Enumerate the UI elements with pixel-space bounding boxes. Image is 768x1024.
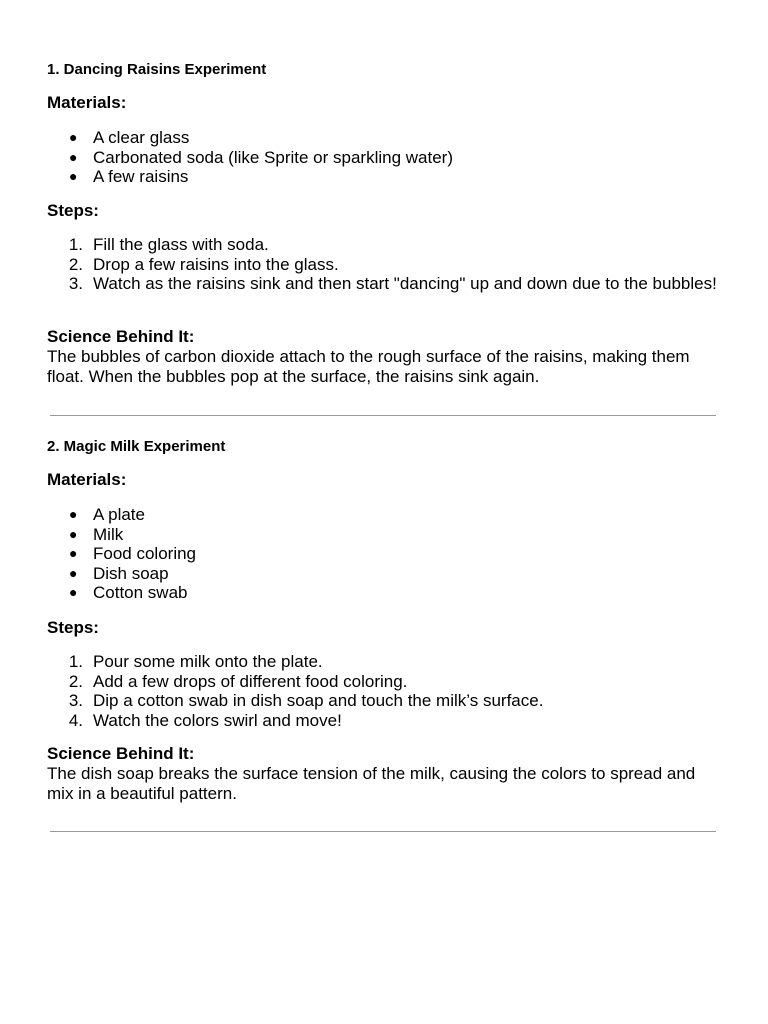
- bullet-icon: ●: [69, 545, 78, 562]
- section-divider: [50, 831, 716, 832]
- list-item: ● Food coloring: [69, 544, 197, 564]
- list-item: 2. Add a few drops of different food coloring.: [68, 671, 408, 691]
- bullet-icon: ●: [69, 584, 78, 601]
- bullet-icon: ●: [69, 168, 78, 185]
- steps-heading: Steps:: [47, 201, 99, 220]
- experiment-title: 2. Magic Milk Experiment: [47, 438, 226, 455]
- steps-list: [47, 235, 719, 294]
- science-text: The dish soap breaks the surface tension of the milk, causing the colors to spread and mix in a beautiful pattern.: [47, 764, 696, 803]
- steps-list: [47, 652, 719, 730]
- list-item: ● Dish soap: [69, 563, 169, 583]
- materials-list: [47, 505, 719, 603]
- list-item: ● Cotton swab: [69, 583, 188, 603]
- bullet-icon: ●: [69, 148, 78, 165]
- list-item: ● Carbonated soda (like Sprite or sparkling water): [69, 147, 454, 167]
- list-item: 4. Watch the colors swirl and move!: [68, 710, 342, 730]
- materials-list: [47, 128, 719, 187]
- materials-heading: Materials:: [47, 93, 127, 112]
- bullet-icon: ●: [69, 506, 78, 522]
- list-item: ● A plate: [69, 505, 145, 524]
- bullet-icon: ●: [69, 564, 78, 581]
- section-divider: [50, 415, 716, 416]
- list-item: ● Milk: [69, 524, 124, 544]
- list-item: 3. Dip a cotton swab in dish soap and touch the milk’s surface.: [68, 691, 544, 711]
- list-item: 1. Fill the glass with soda.: [68, 235, 269, 254]
- science-block: [47, 327, 719, 387]
- bullet-icon: ●: [69, 525, 78, 542]
- steps-heading: Steps:: [47, 618, 99, 637]
- list-item: ● A few raisins: [69, 167, 189, 187]
- science-heading: Science Behind It:: [47, 327, 195, 346]
- materials-heading: Materials:: [47, 470, 127, 489]
- list-item: ● A clear glass: [69, 128, 190, 147]
- experiment-section-1: [47, 61, 719, 386]
- experiment-title: 1. Dancing Raisins Experiment: [47, 61, 267, 78]
- list-item: 2. Drop a few raisins into the glass.: [68, 254, 339, 274]
- list-item: 3. Watch as the raisins sink and then start "dancing" up and down due to the bubbles!: [68, 274, 717, 294]
- science-block: [47, 744, 719, 804]
- science-heading: Science Behind It:: [47, 744, 195, 763]
- bullet-icon: ●: [69, 129, 78, 145]
- list-item: 1. Pour some milk onto the plate.: [68, 652, 323, 671]
- science-text: The bubbles of carbon dioxide attach to the rough surface of the raisins, making them float. When the bubbles pop at the surface, the raisins sink again.: [47, 347, 690, 386]
- experiment-section-2: [47, 438, 719, 803]
